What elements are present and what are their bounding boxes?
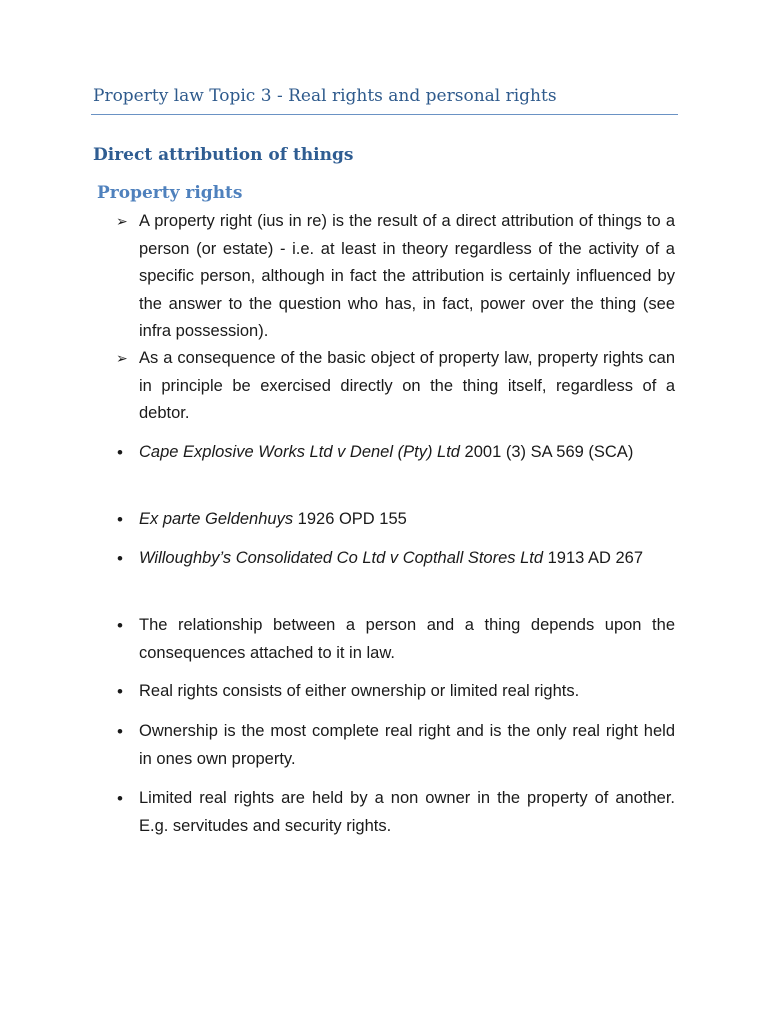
title-underline <box>91 114 678 115</box>
case-citation-text <box>139 545 675 573</box>
bullet-list-item <box>115 718 675 773</box>
case-name: Cape Explosive Works Ltd v Denel (Pty) Ltd <box>139 443 460 461</box>
list-item-text: As a consequence of the basic object of property law, property rights can in principle be exercised directly on the thing itself, regardless of a debtor. <box>139 349 675 422</box>
list-item-text: Ownership is the most complete real right and is the only real right held in ones own property. <box>139 722 675 768</box>
bullet-icon: • <box>117 682 123 701</box>
bullet-icon: • <box>117 789 123 808</box>
section-heading: Direct attribution of things <box>93 145 354 165</box>
case-citation: 1926 OPD 155 <box>293 510 407 528</box>
case-citation-text <box>139 506 675 534</box>
case-name: Willoughby’s Consolidated Co Ltd v Copthall Stores Ltd <box>139 549 544 567</box>
case-citation-text <box>139 439 675 467</box>
case-list-item <box>115 506 675 534</box>
list-item-text: Real rights consists of either ownership or limited real rights. <box>139 682 580 700</box>
bullet-list-item <box>115 678 675 706</box>
subsection-heading: Property rights <box>97 183 243 203</box>
bullet-icon: • <box>117 443 123 462</box>
arrow-list-item <box>115 208 675 346</box>
document-title: Property law Topic 3 - Real rights and personal rights <box>93 86 557 106</box>
bullet-icon: • <box>117 616 123 635</box>
list-item-text: The relationship between a person and a thing depends upon the consequences attached to it in law. <box>139 616 675 662</box>
list-item-text: Limited real rights are held by a non owner in the property of another. E.g. servitudes and security rights. <box>139 789 675 835</box>
bullet-icon: • <box>117 722 123 741</box>
arrow-bullet-icon: ➢ <box>116 213 128 229</box>
case-name: Ex parte Geldenhuys <box>139 510 294 528</box>
list-item-text: A property right (ius in re) is the result of a direct attribution of things to a person (or estate) - i.e. at least in theory regardless of the activity of a specific person, although in fact the attribution is certainly influenced by the answer to the question who has, in fact, power over the thing (see infra possession). <box>139 212 675 340</box>
bullet-icon: • <box>117 549 123 568</box>
case-citation: 2001 (3) SA 569 (SCA) <box>459 443 634 461</box>
arrow-list-item <box>115 345 675 428</box>
arrow-bullet-icon: ➢ <box>116 350 128 366</box>
case-list-item <box>115 439 675 467</box>
bullet-list-item <box>115 612 675 667</box>
bullet-list-item <box>115 785 675 840</box>
case-list-item <box>115 545 675 573</box>
case-citation: 1913 AD 267 <box>543 549 644 567</box>
bullet-icon: • <box>117 510 123 529</box>
